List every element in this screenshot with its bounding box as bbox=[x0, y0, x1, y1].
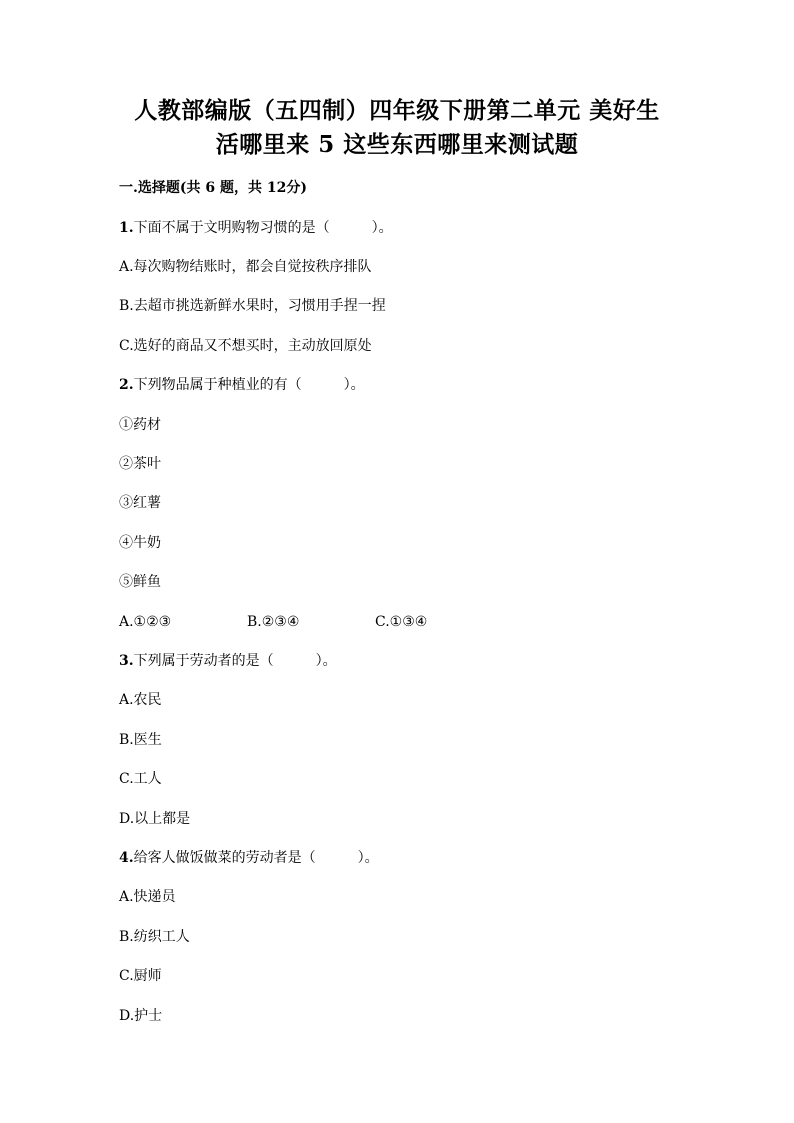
question-1-option-b[interactable]: B.去超市挑选新鲜水果时，习惯用手捏一捏 bbox=[119, 298, 386, 314]
question-4-option-c[interactable]: C.厨师 bbox=[119, 968, 162, 984]
question-stem: 下面不属于文明购物习惯的是（ ）。 bbox=[133, 220, 393, 236]
question-1-option-c[interactable]: C.选好的商品又不想买时，主动放回原处 bbox=[119, 338, 372, 354]
question-3-option-b[interactable]: B.医生 bbox=[119, 732, 162, 748]
question-1 bbox=[119, 218, 393, 238]
question-3 bbox=[119, 651, 337, 671]
question-4-option-a[interactable]: A.快递员 bbox=[119, 889, 176, 905]
question-3-option-c[interactable]: C.工人 bbox=[119, 771, 162, 787]
question-1-option-a[interactable]: A.每次购物结账时，都会自觉按秩序排队 bbox=[119, 259, 372, 275]
question-number: 2. bbox=[119, 377, 134, 393]
question-4-option-d[interactable]: D.护士 bbox=[119, 1008, 163, 1024]
question-number: 3. bbox=[119, 653, 134, 669]
question-4-option-b[interactable]: B.纺织工人 bbox=[119, 929, 190, 945]
question-2-item-5: ⑤鲜鱼 bbox=[119, 574, 161, 590]
question-2 bbox=[119, 375, 365, 395]
question-3-option-d[interactable]: D.以上都是 bbox=[119, 811, 191, 827]
section-heading: 一.选择题(共 6 题，共 12分) bbox=[119, 180, 307, 196]
page-title-line-1: 人教部编版（五四制）四年级下册第二单元 美好生 bbox=[134, 97, 660, 124]
question-2-item-4: ④牛奶 bbox=[119, 535, 161, 551]
question-stem: 下列属于劳动者的是（ ）。 bbox=[133, 653, 337, 669]
question-2-item-2: ②茶叶 bbox=[119, 456, 161, 472]
page-title-line-2: 活哪里来 5 这些东西哪里来测试题 bbox=[215, 131, 579, 158]
question-2-item-1: ①药材 bbox=[119, 417, 161, 433]
question-number: 4. bbox=[119, 850, 134, 866]
question-number: 1. bbox=[119, 220, 134, 236]
question-2-option-b[interactable]: B.②③④ bbox=[247, 614, 300, 630]
question-2-option-c[interactable]: C.①③④ bbox=[375, 614, 428, 630]
question-2-item-3: ③红薯 bbox=[119, 495, 161, 511]
question-2-option-a[interactable]: A.①②③ bbox=[119, 614, 172, 630]
question-2-options bbox=[119, 612, 427, 632]
question-stem: 给客人做饭做菜的劳动者是（ ）。 bbox=[133, 850, 379, 866]
question-4 bbox=[119, 848, 379, 868]
question-stem: 下列物品属于种植业的有（ ）。 bbox=[133, 377, 365, 393]
question-3-option-a[interactable]: A.农民 bbox=[119, 692, 162, 708]
